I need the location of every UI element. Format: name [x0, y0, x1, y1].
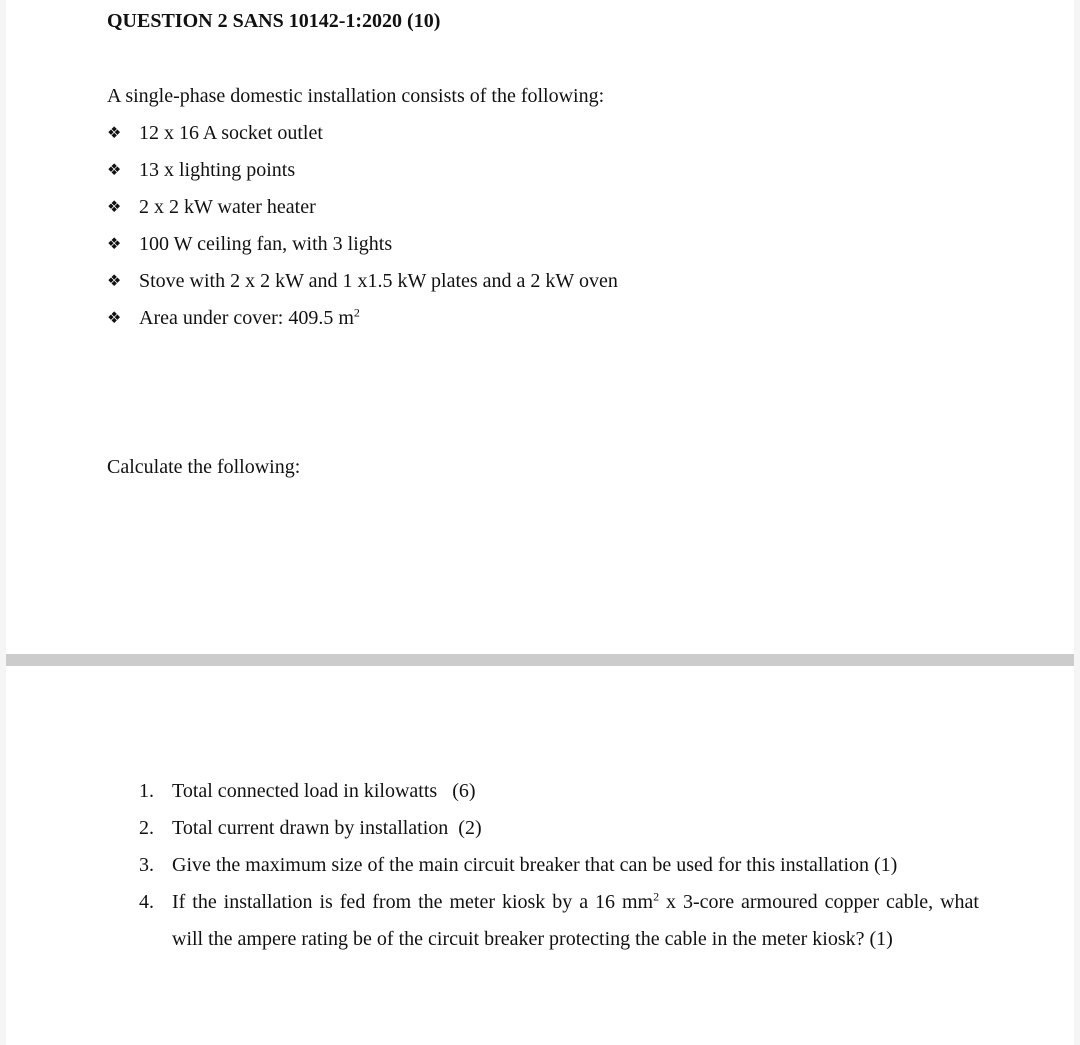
list-item-text: 13 x lighting points: [139, 159, 296, 181]
task-number: 2.: [139, 817, 154, 839]
task-item: [139, 884, 979, 958]
task-item: [139, 847, 979, 884]
calculate-prompt: Calculate the following:: [107, 456, 301, 478]
task-text: Total current drawn by installation (2): [172, 817, 482, 839]
task-text: Total connected load in kilowatts (6): [172, 780, 476, 802]
list-item: [107, 195, 618, 232]
list-item-text: Stove with 2 x 2 kW and 1 x1.5 kW plates and a 2 kW oven: [139, 270, 618, 292]
page-separator: [6, 654, 1074, 666]
installation-items-list: [107, 121, 618, 343]
diamond-bullet-icon: ❖: [107, 234, 122, 253]
area-text: Area under cover: 409.5 m: [139, 307, 354, 329]
list-item-text: 12 x 16 A socket outlet: [139, 122, 323, 144]
task-number: 4.: [139, 891, 154, 913]
task-text: Give the maximum size of the main circuit breaker that can be used for this installation (1): [172, 854, 898, 876]
diamond-bullet-icon: ❖: [107, 160, 122, 179]
task-text: [172, 884, 979, 958]
list-item: [107, 306, 618, 343]
list-item-text: 2 x 2 kW water heater: [139, 196, 316, 218]
document-page-2: [6, 666, 1074, 1045]
document-page-1: [6, 0, 1074, 654]
diamond-bullet-icon: ❖: [107, 271, 122, 290]
task-item: [139, 810, 979, 847]
list-item-text: 100 W ceiling fan, with 3 lights: [139, 233, 393, 255]
list-item-text: [139, 306, 360, 330]
question-title: QUESTION 2 SANS 10142-1:2020 (10): [107, 10, 441, 32]
question-intro: A single-phase domestic installation consists of the following:: [107, 85, 605, 107]
task-number: 1.: [139, 780, 154, 802]
cable-unit-superscript: 2: [653, 889, 660, 904]
task-item: [139, 773, 979, 810]
diamond-bullet-icon: ❖: [107, 197, 122, 216]
task-list: [139, 773, 979, 958]
diamond-bullet-icon: ❖: [107, 308, 122, 327]
list-item: [107, 269, 618, 306]
list-item: [107, 121, 618, 158]
task-text-part: If the installation is fed from the meter kiosk by a 16 mm: [172, 891, 654, 913]
task-number: 3.: [139, 854, 154, 876]
diamond-bullet-icon: ❖: [107, 123, 122, 142]
task-text-part: x 3-core armoured copper cable, what will the ampere rating be of the circuit breaker protecting the cable in the meter kiosk? (1): [172, 891, 979, 950]
list-item: [107, 232, 618, 269]
list-item: [107, 158, 618, 195]
area-unit-superscript: 2: [353, 305, 360, 320]
